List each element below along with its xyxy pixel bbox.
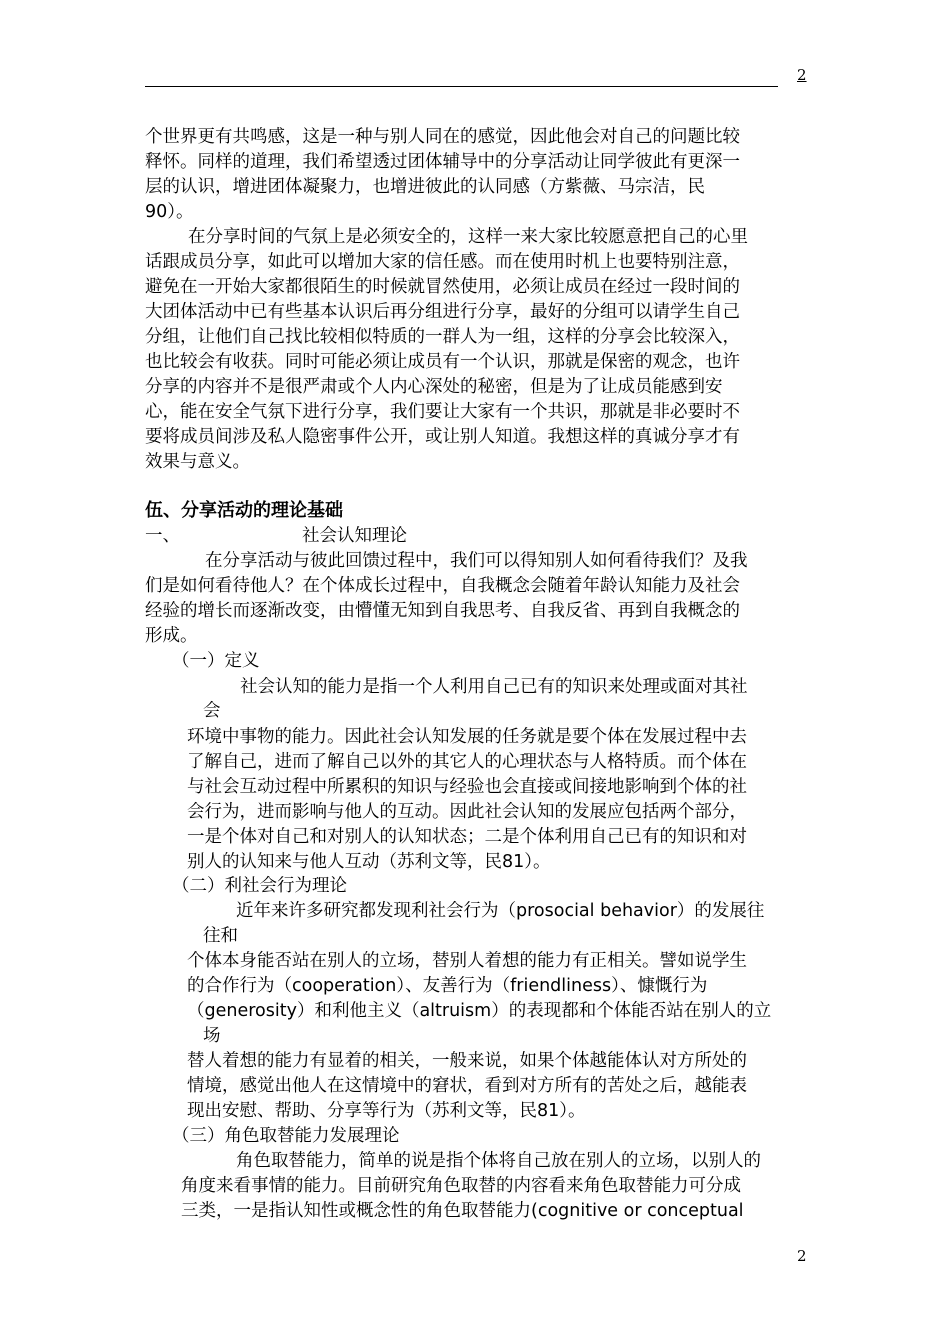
text-line: 层的认识，增进团体凝聚力，也增进彼此的认同感（方紫薇、马宗洁，民 [145,177,705,197]
text-line: 环境中事物的能力。因此社会认知发展的任务就是要个体在发展过程中去 [187,727,747,747]
item-heading: （三）角色取替能力发展理论 [172,1126,400,1146]
text-line: 会行为，进而影响与他人的互动。因此社会认知的发展应包括两个部分， [187,802,747,822]
text-line: 话跟成员分享，如此可以增加大家的信任感。而在使用时机上也要特别注意， [145,252,740,272]
text-line: 大团体活动中已有些基本认识后再分组进行分享，最好的分组可以请学生自己 [145,302,740,322]
text-line: 避免在一开始大家都很陌生的时候就冒然使用，必须让成员在经过一段时间的 [145,277,740,297]
subsection-title: 社会认知理论 [302,526,407,546]
text-line: 们是如何看待他人？在个体成长过程中，自我概念会随着年龄认知能力及社会 [145,576,740,596]
text-line: 在分享活动与彼此回馈过程中，我们可以得知别人如何看待我们？及我 [205,551,748,571]
text-line: 情境，感觉出他人在这情境中的窘状，看到对方所有的苦处之后，越能表 [187,1076,747,1096]
text-line: 了解自己，进而了解自己以外的其它人的心理状态与人格特质。而个体在 [187,752,747,772]
text-line: 经验的增长而逐渐改变，由懵懂无知到自我思考、自我反省、再到自我概念的 [145,601,740,621]
text-line: 效果与意义。 [145,452,250,472]
text-line: 分组，让他们自己找比较相似特质的一群人为一组，这样的分享会比较深入， [145,327,740,347]
item-heading: （一）定义 [172,651,260,671]
text-line: 释怀。同样的道理，我们希望透过团体辅导中的分享活动让同学彼此有更深一 [145,152,740,172]
text-line: 替人着想的能力有显着的相关，一般来说，如果个体越能体认对方所处的 [187,1051,747,1071]
header-page-number: 2 [797,66,807,84]
text-line: 一是个体对自己和对别人的认知状态；二是个体利用自己已有的知识和对 [187,827,747,847]
text-line: 三类，一是指认知性或概念性的角色取替能力(cognitive or conceptual [181,1201,744,1221]
item-heading: （二）利社会行为理论 [172,876,347,896]
text-line: 社会认知的能力是指一个人利用自己已有的知识来处理或面对其社 [240,677,748,697]
text-line: 在分享时间的气氛上是必须安全的，这样一来大家比较愿意把自己的心里 [188,227,748,247]
text-line: 往和 [203,926,238,946]
text-line: 90）。 [145,202,194,222]
header-rule [145,86,778,87]
list-marker: 一、 [145,526,180,546]
text-line: 场 [203,1026,221,1046]
text-line: 要将成员间涉及私人隐密事件公开，或让别人知道。我想这样的真诚分享才有 [145,427,740,447]
text-line: 现出安慰、帮助、分享等行为（苏利文等，民81）。 [187,1101,586,1121]
text-line: 近年来许多研究都发现利社会行为（prosocial behavior）的发展往 [236,901,765,921]
text-line: 心，能在安全气氛下进行分享，我们要让大家有一个共识，那就是非必要时不 [145,402,740,422]
text-line: （generosity）和利他主义（altruism）的表现都和个体能否站在别人的立 [187,1001,772,1021]
text-line: 角度来看事情的能力。目前研究角色取替的内容看来角色取替能力可分成 [181,1176,741,1196]
text-line: 会 [203,701,221,721]
text-line: 个体本身能否站在别人的立场，替别人着想的能力有正相关。譬如说学生 [187,951,747,971]
text-line: 分享的内容并不是很严肃或个人内心深处的秘密，但是为了让成员能感到安 [145,377,723,397]
text-line: 也比较会有收获。同时可能必须让成员有一个认识，那就是保密的观念，也许 [145,352,740,372]
text-line: 个世界更有共鸣感，这是一种与别人同在的感觉，因此他会对自己的问题比较 [145,127,740,147]
text-line: 角色取替能力，简单的说是指个体将自己放在别人的立场，以别人的 [236,1151,761,1171]
section-heading: 伍、分享活动的理论基础 [145,500,343,521]
text-line: 与社会互动过程中所累积的知识与经验也会直接或间接地影响到个体的社 [187,777,747,797]
text-line: 形成。 [145,626,198,646]
text-line: 别人的认知来与他人互动（苏利文等，民81）。 [187,852,551,872]
footer-page-number: 2 [797,1247,807,1265]
text-line: 的合作行为（cooperation）、友善行为（friendliness）、慷慨行为 [187,976,708,996]
